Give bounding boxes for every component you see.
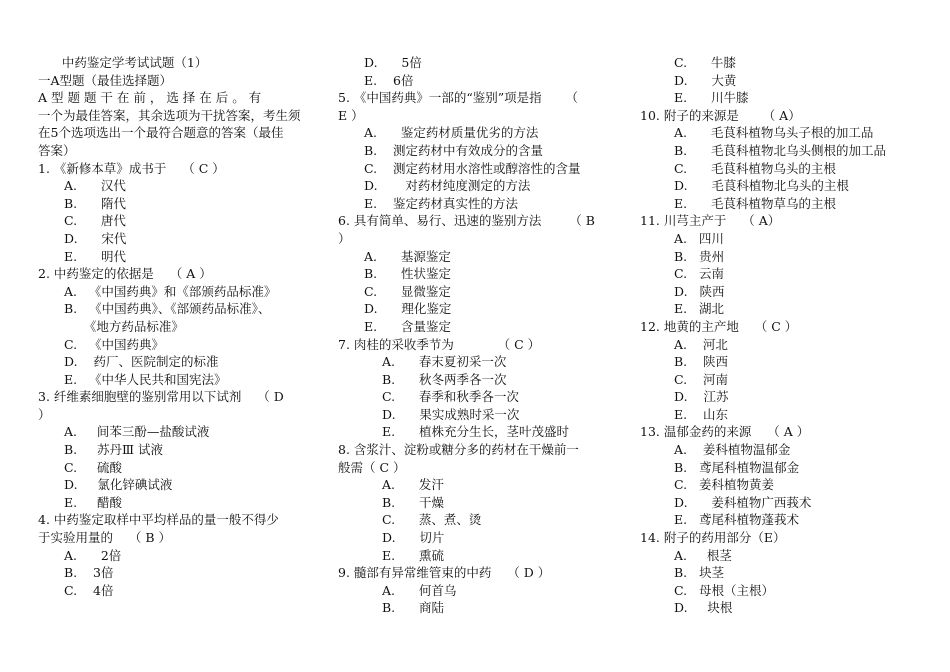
option: E. 山东	[674, 406, 728, 422]
question-2: 2. 中药鉴定的依据是 （ A ）	[38, 266, 212, 282]
question-1: 1. 《新修本草》成书于 （ C ）	[38, 160, 225, 176]
option: C. 《中国药典》	[64, 336, 165, 352]
question-11: 11. 川芎主产于 （ A）	[640, 213, 781, 229]
option: E. 植株充分生长，茎叶茂盛时	[382, 424, 569, 440]
question-8: 8. 含浆汁、淀粉或糖分多的药材在干燥前一	[338, 442, 579, 458]
option: A. 春末夏初采一次	[382, 354, 507, 370]
option: B. 块茎	[674, 565, 725, 581]
option: B. 贵州	[674, 248, 725, 264]
option: A. 毛茛科植物乌头子根的加工品	[674, 125, 874, 141]
option: C. 测定药材用水溶性或醇溶性的含量	[364, 160, 581, 176]
option: A. 2倍	[64, 547, 122, 563]
question-13: 13. 温郁金药的来源 （ A ）	[640, 424, 810, 440]
option: D. 理化鉴定	[364, 301, 452, 317]
option: A. 根茎	[674, 547, 732, 563]
question-14: 14. 附子的药用部分（E）	[640, 530, 786, 546]
option: B. 测定药材中有效成分的含量	[364, 142, 544, 158]
question-7: 7. 肉桂的采收季节为 （ C ）	[338, 336, 541, 352]
option: B. 鸢尾科植物温郁金	[674, 459, 800, 475]
option: D. 陕西	[674, 283, 725, 299]
option: A. 河北	[674, 336, 728, 352]
option: D. 江苏	[674, 389, 729, 405]
option: A. 发汗	[382, 477, 444, 493]
option: C. 河南	[674, 371, 728, 387]
option: C. 云南	[674, 266, 725, 282]
option: E. 6倍	[364, 72, 414, 88]
option: A. 四川	[674, 230, 724, 246]
option: B. 性状鉴定	[364, 266, 451, 282]
option: B. 隋代	[64, 195, 126, 211]
option: E. 湖北	[674, 301, 725, 317]
option: 《地方药品标准》	[64, 318, 184, 334]
option: C. 牛膝	[674, 55, 736, 70]
column-3	[640, 54, 940, 617]
option: C. 蒸、煮、烫	[382, 512, 482, 528]
option: E. 《中华人民共和国宪法》	[64, 371, 227, 387]
option: C. 唐代	[64, 213, 126, 229]
option: D. 氯化锌碘试液	[64, 477, 173, 493]
option: A. 基源鉴定	[364, 248, 451, 264]
question-5-cont: E ）	[338, 107, 364, 123]
question-8-cont: 般需（ C ）	[338, 459, 406, 475]
option: E. 醋酸	[64, 494, 122, 510]
column-1	[38, 54, 320, 599]
option: C. 姜科植物黄姜	[674, 477, 775, 493]
option: B. 《中国药典》、《部颁药品标准》、	[64, 301, 271, 317]
option: D. 对药材纯度测定的方法	[364, 178, 531, 194]
option: C. 母根（主根）	[674, 582, 775, 598]
option: C. 毛茛科植物乌头的主根	[674, 160, 836, 176]
option: D. 毛茛科植物北乌头的主根	[674, 178, 849, 194]
question-5: 5. 《中国药典》一部的“鉴别”项是指 （	[338, 90, 579, 106]
option: A. 何首乌	[382, 582, 457, 598]
option: D. 宋代	[64, 230, 127, 246]
option: D. 果实成熟时采一次	[382, 406, 520, 422]
option: C. 4倍	[64, 582, 114, 598]
option: E. 熏硫	[382, 547, 444, 563]
instructions-line: 一个为最佳答案，其余选项为干扰答案，考生须	[38, 107, 301, 123]
question-10: 10. 附子的来源是 （ A）	[640, 107, 801, 123]
option: A. 《中国药典》和《部颁药品标准》	[64, 283, 277, 299]
question-4-cont: 于实验用量的 （ B ）	[38, 530, 172, 546]
option: E. 明代	[64, 248, 126, 264]
option: C. 春季和秋季各一次	[382, 389, 519, 405]
question-3-cont: ）	[38, 406, 51, 422]
option: C. 硫酸	[64, 459, 122, 475]
option: C. 显微鉴定	[364, 283, 451, 299]
option: A. 间苯三酚—盐酸试液	[64, 424, 210, 440]
option: E. 毛茛科植物草乌的主根	[674, 195, 836, 211]
question-9: 9. 髓部有异常维管束的中药 （ D ）	[338, 565, 551, 581]
doc-title: 中药鉴定学考试试题（1）	[38, 55, 208, 70]
option: D. 药厂、医院制定的标准	[64, 354, 219, 370]
section-heading: 一A型题（最佳选择题）	[38, 72, 173, 88]
option: B. 商陆	[382, 600, 444, 616]
question-3: 3. 纤维素细胞壁的鉴别常用以下试剂 （ D	[38, 389, 284, 405]
instructions-line: 在5个选项选出一个最符合题意的答案（最佳	[38, 125, 284, 141]
option: A. 鉴定药材质量优劣的方法	[364, 125, 539, 141]
instructions-line: 答案）	[38, 142, 76, 158]
question-6-cont: ）	[338, 230, 351, 246]
option: E. 川牛膝	[674, 90, 749, 106]
option: B. 苏丹Ⅲ 试液	[64, 442, 164, 458]
option: A. 姜科植物温郁金	[674, 442, 791, 458]
question-4: 4. 中药鉴定取样中平均样品的量一般不得少	[38, 512, 279, 528]
option: A. 汉代	[64, 178, 126, 194]
question-12: 12. 地黄的主产地 （ C ）	[640, 318, 798, 334]
option: B. 陕西	[674, 354, 729, 370]
column-2	[338, 54, 620, 617]
option: B. 毛茛科植物北乌头侧根的加工品	[674, 142, 887, 158]
option: D. 大黄	[674, 72, 737, 88]
option: E. 含量鉴定	[364, 318, 451, 334]
option: D. 姜科植物广西莪术	[674, 494, 812, 510]
option: B. 干燥	[382, 494, 444, 510]
option: B. 秋冬两季各一次	[382, 371, 507, 387]
question-6: 6. 具有简单、易行、迅速的鉴别方法 （ B	[338, 213, 595, 229]
option: E. 鉴定药材真实性的方法	[364, 195, 518, 211]
option: E. 鸢尾科植物蓬莪术	[674, 512, 800, 528]
option: B. 3倍	[64, 565, 114, 581]
option: D. 5倍	[364, 55, 422, 70]
instructions-line: A 型 题 题 干 在 前 ， 选 择 在 后 。 有	[38, 90, 262, 106]
option: D. 块根	[674, 600, 733, 616]
option: D. 切片	[382, 530, 445, 546]
